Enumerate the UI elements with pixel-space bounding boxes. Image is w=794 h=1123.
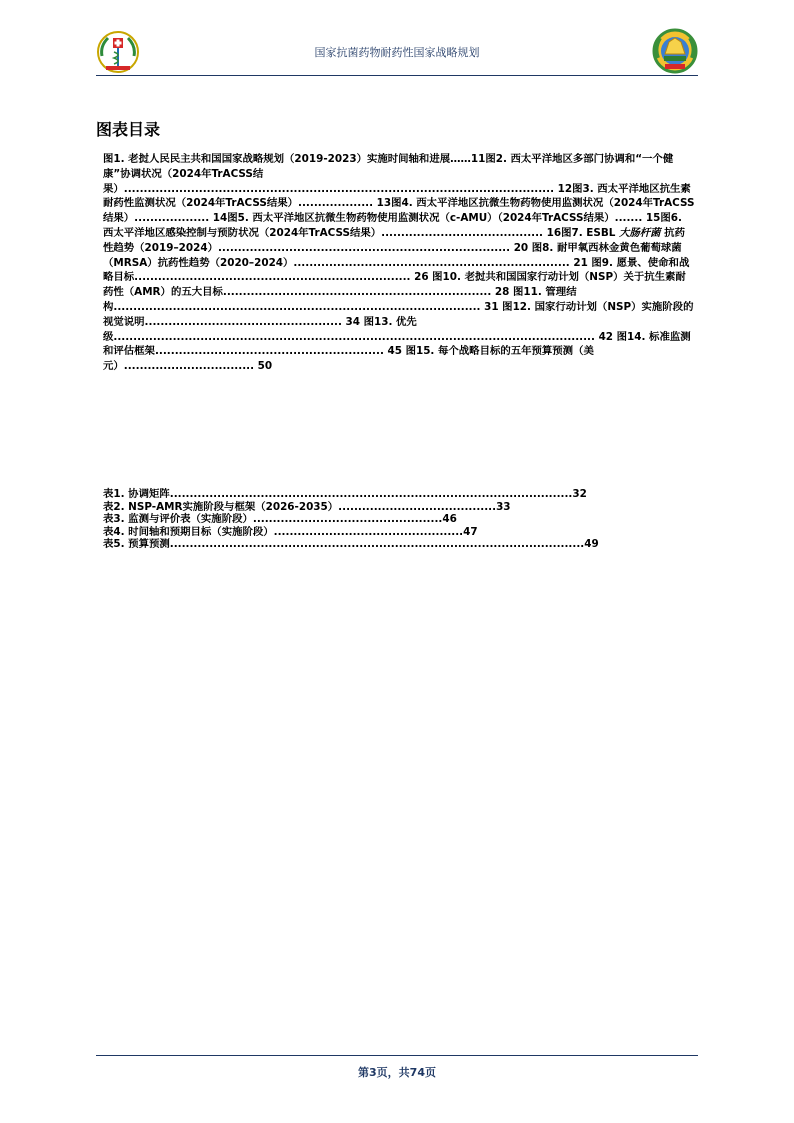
header-divider <box>96 75 698 76</box>
table-list <box>103 488 703 551</box>
dot-leader: ......................................................................................................... <box>169 538 585 551</box>
table-entry[interactable] <box>103 538 703 551</box>
figure-entry-italic-term: 大肠杆菌 <box>619 226 661 239</box>
dot-leader: ................................................ <box>252 513 443 526</box>
figure-list <box>103 152 695 374</box>
table-entry-label: 表1. 协调矩阵 <box>103 488 170 500</box>
table-entry[interactable] <box>103 488 703 501</box>
figure-entries-part-2: 抗药性趋势（2019–2024）.......................................................................... 20 图8. 耐甲氧西林金黄色葡萄球菌（MRSA）抗药性趋势（2020–2024）...................................................................... 21 图9. 愿景、使命和战略目标...................................................................... 26 图10. 老挝共和国国家行动计划（NSP）关于抗生素耐药性（AMR）的五大目标.................................................................... 28 图11. 管理结构............................................................................................. 31 图12. 国家行动计划（NSP）实施阶段的视觉说明.................................................. 34 图13. 优先级.......................................................................................................................... 42 图14. 标准监测和评估框架.......................................................... 45 图15. 每个战略目标的五年预算预测（美元）................................. 50 <box>103 226 694 373</box>
table-entry-label: 表2. NSP-AMR实施阶段与框架（2026-2035） <box>103 500 339 513</box>
table-entry-label: 表5. 预算预测 <box>103 538 170 551</box>
dot-leader: ................................................ <box>273 525 464 538</box>
table-entry-label: 表3. 监测与评价表（实施阶段） <box>103 513 253 526</box>
table-entry-page: 32 <box>572 488 587 500</box>
table-entry[interactable] <box>103 513 703 526</box>
table-entry-page: 33 <box>496 500 511 513</box>
dot-leader: ...................................................................................................... <box>169 488 573 500</box>
table-entry[interactable] <box>103 501 703 514</box>
table-entry-page: 47 <box>463 525 478 538</box>
dot-leader: ........................................ <box>338 500 497 513</box>
figure-entries-part-1: 图1. 老挝人民民主共和国国家战略规划（2019-2023）实施时间轴和进展……11图2. 西太平洋地区多部门协调和“一个健康”协调状况（2024年TrACSS结果）............................................................................................................. 12图3. 西太平洋地区抗生素耐药性监测状况（2024年TrACSS结果）................... 13图4. 西太平洋地区抗微生物药物使用监测状况（2024年TrACSS结果）................... 14图5. 西太平洋地区抗微生物药物使用监测状况（c-AMU）（2024年TrACSS结果）....... 15图6. 西太平洋地区感染控制与预防状况（2024年TrACSS结果）......................................... 16图7. ESBL <box>103 153 695 239</box>
toc-heading: 图表目录 <box>96 120 161 139</box>
table-entry[interactable] <box>103 526 703 539</box>
page-header <box>0 0 794 80</box>
table-entry-page: 49 <box>584 538 599 551</box>
header-title: 国家抗菌药物耐药性国家战略规划 <box>314 46 480 59</box>
table-entry-label: 表4. 时间轴和预期目标（实施阶段） <box>103 525 274 538</box>
table-entry-page: 46 <box>442 513 457 526</box>
page-number: 第3页，共74页 <box>358 1066 436 1079</box>
footer-divider <box>96 1055 698 1056</box>
lao-national-emblem-icon <box>652 28 698 74</box>
